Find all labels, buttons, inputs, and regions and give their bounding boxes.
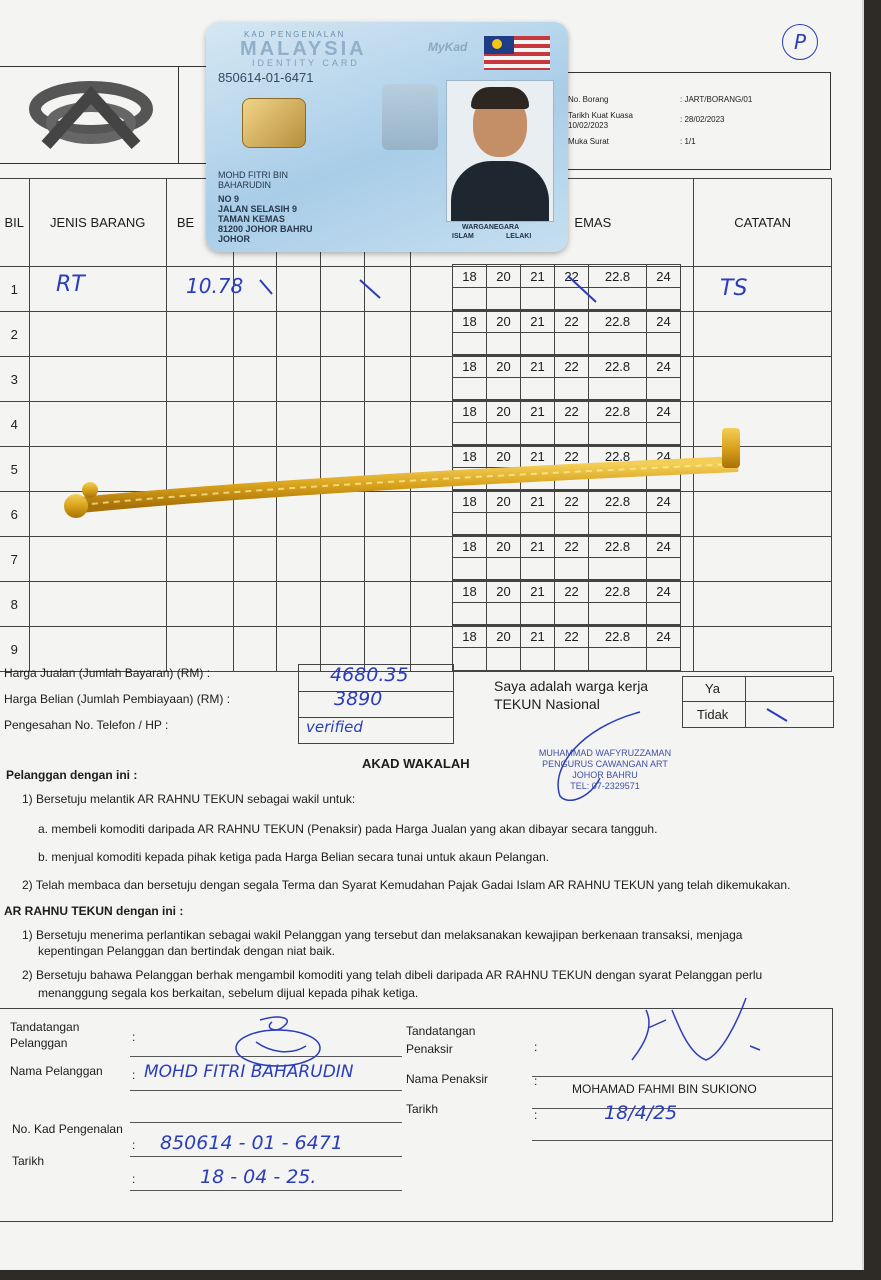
mykad-name-1: MOHD FITRI BIN (218, 170, 288, 180)
col-berat: BE (166, 179, 233, 267)
purity-row (452, 309, 681, 356)
mykad-line-1: KAD PENGENALAN (244, 30, 346, 39)
colon: : (534, 1074, 538, 1088)
colon: : (132, 1068, 136, 1082)
row-number: 3 (0, 357, 29, 402)
purity-value: 20 (487, 490, 521, 513)
nama-pelanggan-value: MOHD FITRI BAHARUDIN (144, 1062, 354, 1082)
mykad-card (206, 22, 568, 252)
purity-value: 18 (453, 580, 487, 603)
purity-value: 22.8 (589, 535, 647, 558)
row-number: 1 (0, 267, 29, 312)
purity-value: 21 (521, 535, 555, 558)
purity-value: 22 (555, 355, 589, 378)
purity-value: 18 (453, 400, 487, 423)
page-marker: P (782, 24, 818, 60)
signature-line (130, 1090, 402, 1091)
purity-value: 18 (453, 355, 487, 378)
purity-value: 20 (487, 310, 521, 333)
card-holder-photo (446, 80, 554, 222)
purity-value: 18 (453, 445, 487, 468)
row-number: 8 (0, 582, 29, 627)
purity-value: 18 (453, 490, 487, 513)
signature-line (532, 1108, 832, 1109)
tarikh-value-1: 18 - 04 - 25. (200, 1166, 317, 1188)
harga-belian-label: Harga Belian (Jumlah Pembiayaan) (RM) : (4, 692, 231, 706)
purity-value: 20 (487, 535, 521, 558)
stamp-line-1: MUHAMMAD WAFYRUZZAMAN (538, 748, 672, 758)
colon: : (132, 1138, 136, 1152)
stamp-line-3: JOHOR BAHRU (572, 770, 638, 780)
muka-surat-label: Muka Surat (568, 137, 609, 146)
stamp-line-4: TEL: 07-2329571 (570, 781, 640, 791)
purity-value: 22.8 (589, 355, 647, 378)
ic-value: 850614 - 01 - 6471 (160, 1132, 343, 1154)
purity-value: 21 (521, 625, 555, 648)
ic-label-1: No. Kad Pengenalan (12, 1122, 123, 1136)
purity-value: 20 (487, 580, 521, 603)
mykad-brand: MyKad (428, 40, 468, 54)
mykad-addr-5: JOHOR (218, 234, 251, 244)
purity-value: 22.8 (589, 490, 647, 513)
mykad-name-2: BAHARUDIN (218, 180, 272, 190)
purity-value: 18 (453, 535, 487, 558)
rahnu-clause-2: 2) Bersetuju bahawa Pelanggan berhak mengambil komoditi yang telah dibeli daripada AR RAHNU TEKUN dengan syarat Pelanggan perlu (22, 968, 763, 982)
telefon-label: Pengesahan No. Telefon / HP : (4, 718, 169, 732)
tandatangan-pelanggan-label-1: Tandatangan (10, 1020, 80, 1034)
purity-value: 21 (521, 400, 555, 423)
stamp-signature (540, 708, 650, 808)
muka-surat-value: : 1/1 (680, 137, 696, 146)
pelanggan-clause-1: 1) Bersetuju melantik AR RAHNU TEKUN sebagai wakil untuk: (22, 792, 356, 806)
purity-value: 18 (453, 310, 487, 333)
purity-value: 20 (487, 400, 521, 423)
purity-value: 21 (521, 580, 555, 603)
tandatangan-pelanggan-label-2: Pelanggan (10, 1036, 68, 1050)
purity-value: 22.8 (589, 265, 647, 288)
purity-value: 21 (521, 310, 555, 333)
purity-value: 18 (453, 625, 487, 648)
col-catatan: CATATAN (694, 179, 832, 267)
purity-value: 22 (555, 400, 589, 423)
purity-value: 20 (487, 355, 521, 378)
tarikh-kuat-kuasa-label: Tarikh Kuat Kuasa (568, 111, 633, 120)
purity-value: 22 (555, 580, 589, 603)
ya-option[interactable]: Ya (705, 681, 720, 696)
tarikh-kuat-kuasa-date: 10/02/2023 (568, 121, 609, 130)
purity-value: 21 (521, 445, 555, 468)
harga-jualan-value: 4680.35 (330, 664, 409, 686)
tarikh-kuat-kuasa-value: : 28/02/2023 (680, 115, 725, 124)
rahnu-clause-2b: menanggung segala kos berkaitan, sebelum dijual kepada pihak ketiga. (38, 986, 419, 1000)
mykad-gender: LELAKI (506, 233, 532, 240)
row-number: 7 (0, 537, 29, 582)
mykad-line-3: IDENTITY CARD (252, 58, 360, 68)
tidak-option[interactable]: Tidak (697, 707, 729, 722)
purity-value: 21 (521, 265, 555, 288)
tidak-tick-mark (763, 705, 803, 725)
penaksir-signature (626, 990, 776, 1070)
col-emas: EMAS (410, 179, 694, 267)
purity-row (452, 354, 681, 401)
row1-jenis-barang: RT (56, 272, 85, 297)
purity-value: 20 (487, 445, 521, 468)
purity-value: 21 (521, 490, 555, 513)
colon: : (132, 1030, 136, 1044)
purity-value: 22.8 (589, 310, 647, 333)
tarikh-label-2: Tarikh (406, 1102, 439, 1116)
warga-text-2: TEKUN Nasional (494, 696, 600, 712)
signature-line (532, 1076, 832, 1077)
mykad-addr-4: 81200 JOHOR BAHRU (218, 224, 313, 234)
mykad-holder-block (218, 170, 313, 244)
mykad-addr-2: JALAN SELASIH 9 (218, 204, 298, 214)
col-jenis-barang: JENIS BARANG (29, 179, 166, 267)
mykad-addr-3: TAMAN KEMAS (218, 214, 285, 224)
purity-value: 22 (555, 535, 589, 558)
nama-penaksir-value: MOHAMAD FAHMI BIN SUKIONO (572, 1082, 757, 1096)
chip-icon (242, 98, 306, 148)
purity-value: 24 (646, 535, 680, 558)
row-number: 5 (0, 447, 29, 492)
telefon-value: verified (306, 718, 363, 736)
tandatangan-penaksir-label-2: Penaksir (406, 1042, 453, 1056)
mykad-addr-1: NO 9 (218, 194, 240, 204)
purity-value: 24 (646, 310, 680, 333)
colon: : (534, 1108, 538, 1122)
purity-value: 22 (555, 310, 589, 333)
rahnu-heading: AR RAHNU TEKUN dengan ini : (4, 904, 184, 918)
purity-value: 24 (646, 265, 680, 288)
mykad-citizen: WARGANEGARA (462, 224, 520, 231)
colon: : (534, 1040, 538, 1054)
row1-catatan: TS (720, 276, 748, 301)
akad-wakalah-title: AKAD WAKALAH (362, 756, 470, 771)
row-number: 4 (0, 402, 29, 447)
pelanggan-clause-1a: a. membeli komoditi daripada AR RAHNU TEKUN (Penaksir) pada Harga Jualan yang akan dibayar secara tangguh. (38, 822, 658, 836)
purity-value: 24 (646, 490, 680, 513)
nama-pelanggan-label: Nama Pelanggan (10, 1064, 103, 1078)
harga-belian-value: 3890 (334, 688, 383, 710)
mykad-ic-number: 850614-01-6471 (218, 70, 314, 85)
harga-jualan-label: Harga Jualan (Jumlah Bayaran) (RM) : (4, 666, 211, 680)
tekun-logo-icon (26, 75, 156, 155)
signature-line (130, 1122, 402, 1123)
rahnu-clause-1: 1) Bersetuju menerima perlantikan sebagai wakil Pelanggan yang tersebut dan melaksanakan kewajipan berkenaan transaksi, menjaga (22, 928, 743, 942)
mykad-line-2: MALAYSIA (240, 38, 367, 60)
purity-value: 22.8 (589, 400, 647, 423)
purity-row (452, 579, 681, 626)
tarikh-label-1: Tarikh (12, 1154, 45, 1168)
purity-value: 22.8 (589, 445, 647, 468)
warga-checkbox-table (682, 676, 834, 728)
signature-line (130, 1156, 402, 1157)
purity-value: 24 (646, 580, 680, 603)
purity-value: 22 (555, 625, 589, 648)
header-logo-box (0, 66, 179, 164)
row1-tick-marks (250, 272, 610, 312)
purity-value: 22 (555, 265, 589, 288)
stamp-line-2: PENGURUS CAWANGAN ART (542, 759, 668, 769)
purity-value: 22 (555, 445, 589, 468)
col-bil: BIL (0, 179, 29, 267)
row-number: 6 (0, 492, 29, 537)
purity-value: 20 (487, 265, 521, 288)
purity-value: 22.8 (589, 580, 647, 603)
ghost-photo-icon (382, 84, 438, 150)
row1-berat: 10.78 (186, 274, 244, 298)
warga-text-1: Saya adalah warga kerja (494, 678, 649, 694)
mykad-religion: ISLAM (452, 233, 474, 240)
purity-value: 21 (521, 355, 555, 378)
purity-value: 20 (487, 625, 521, 648)
purity-value: 24 (646, 625, 680, 648)
purity-value: 24 (646, 355, 680, 378)
gold-bracelet-image (50, 420, 760, 540)
purity-value: 18 (453, 265, 487, 288)
pelanggan-clause-1b: b. menjual komoditi kepada pihak ketiga pada Harga Belian secara tunai untuk akaun Pelangan. (38, 850, 550, 864)
tandatangan-penaksir-label-1: Tandatangan (406, 1024, 476, 1038)
row-number: 9 (0, 627, 29, 672)
purity-row (452, 624, 681, 671)
purity-value: 22.8 (589, 625, 647, 648)
pelanggan-clause-2: 2) Telah membaca dan bersetuju dengan segala Terma dan Syarat Kemudahan Pajak Gadai Islam AR RAHNU TEKUN yang telah dikemukakan. (22, 878, 791, 892)
purity-row (452, 534, 681, 581)
no-borang-label: No. Borang (568, 95, 609, 104)
rahnu-clause-1b: kepentingan Pelanggan dan bertindak dengan niat baik. (38, 944, 335, 958)
header-info-box (562, 72, 831, 170)
signature-line (532, 1140, 832, 1141)
pelanggan-heading: Pelanggan dengan ini : (6, 768, 138, 782)
purity-value: 24 (646, 445, 680, 468)
row-number: 2 (0, 312, 29, 357)
signature-line (130, 1190, 402, 1191)
purity-value: 22 (555, 490, 589, 513)
tarikh-value-2: 18/4/25 (604, 1102, 678, 1124)
malaysia-flag-icon (484, 36, 550, 70)
purity-value: 24 (646, 400, 680, 423)
colon: : (132, 1172, 136, 1186)
nama-penaksir-label: Nama Penaksir (406, 1072, 489, 1086)
no-borang-value: : JART/BORANG/01 (680, 95, 753, 104)
